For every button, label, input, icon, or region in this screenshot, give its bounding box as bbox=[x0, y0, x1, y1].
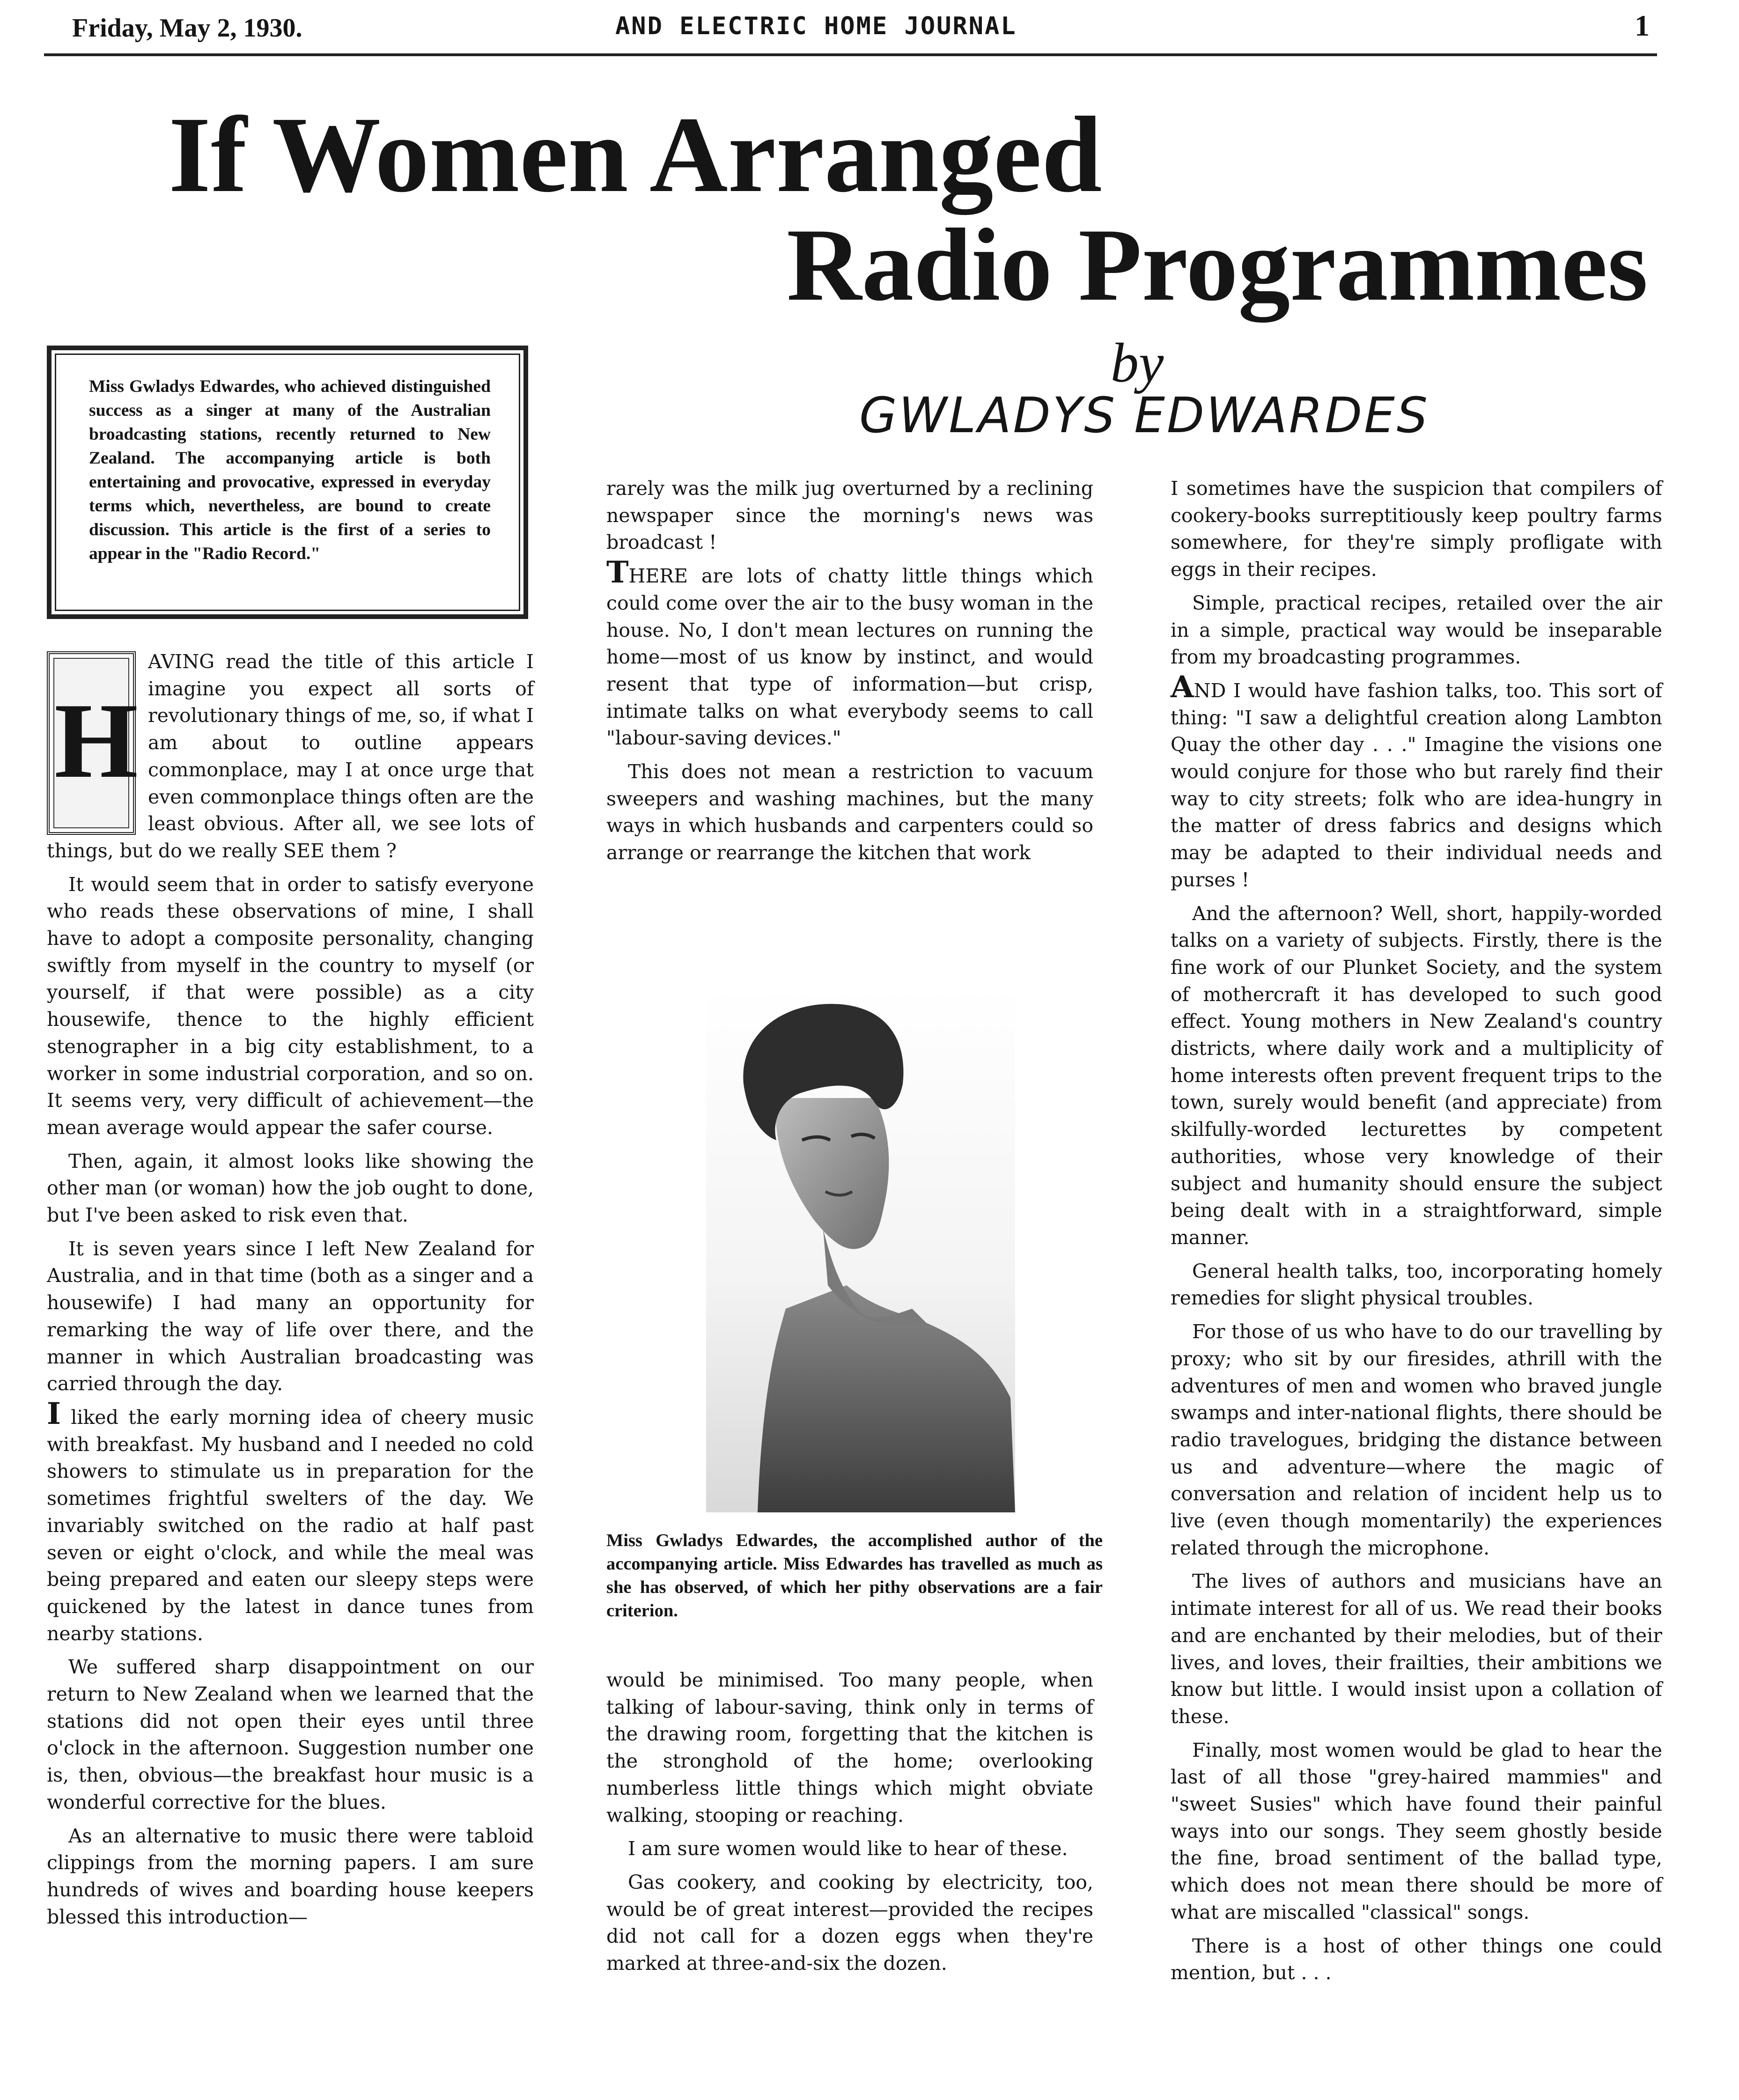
running-header bbox=[44, 8, 1657, 55]
column-2-top bbox=[606, 475, 1093, 873]
paragraph: It is seven years since I left New Zealand for Australia, and in that time (both as a singer and a housewife) I had many an opportunity for remarking the way of life over there, and the manner in which Australian broadcasting was carried through the day. bbox=[47, 1237, 534, 1395]
intro-box bbox=[47, 346, 528, 619]
paragraph: We suffered sharp disappointment on our return to New Zealand when we learned that the stations did not open their eyes until three o'clock in the afternoon. Suggestion number one is, then, obvious—the breakfast hour music is a wonderful corrective for the blues. bbox=[47, 1656, 534, 1813]
author-portrait-photo bbox=[706, 986, 1015, 1512]
paragraph: This does not mean a restriction to vacuum sweepers and washing machines, but the many ways in which husbands and carpenters could so arrange or rearrange the kitchen that work bbox=[606, 760, 1093, 864]
paragraph: Then, again, it almost looks like showing the other man (or woman) how the job ought to done, but I've been asked to risk even that. bbox=[47, 1149, 534, 1227]
paragraph: And the afternoon? Well, short, happily-worded talks on a variety of subjects. Firstly, there is the fine work of our Plunket Society, and the system of mothercraft it has developed to such good effect. Young mothers in New Zealand's country districts, where daily work and a multiplicity of home interests often prevent frequent trips to the town, surely would benefit (and appreciate) from skilfully-worded lecturettes by competent authorities, whose very knowledge of their subject and humanity should ensure the subject being dealt with in a straightforward, simple manner. bbox=[1171, 902, 1662, 1249]
initial-cap: I bbox=[47, 1396, 61, 1431]
paragraph: would be minimised. Too many people, when talking of labour-saving, think only in terms of the drawing room, forgetting that the kitchen is the stronghold of the home; overlooking numberless little things which might obviate walking, stooping or reaching. bbox=[606, 1669, 1093, 1827]
paragraph: For those of us who have to do our travelling by proxy; who sit by our firesides, athrill with the adventures of men and women who braved jungle swamps and inter-national flights, there should be radio travelogues, bridging the distance between us and adventure—where the magic of conversation and relation of incident help us to live (even though momentarily) the experiences related through the microphone. bbox=[1171, 1320, 1662, 1559]
decorative-initial bbox=[47, 651, 136, 835]
paragraph: AVING read the title of this article I imagine you expect all sorts of revolutionary things of me, so, if what I am about to outline appears commonplace, may I at once urge that even commonplace things often are the least obvious. After all, we see lots of things, but do we really SEE them ? bbox=[47, 650, 534, 862]
decorative-initial-letter: H bbox=[54, 681, 138, 800]
headline-line-1: If Women Arranged bbox=[169, 95, 1102, 215]
paragraph: It would seem that in order to satisfy everyone who reads these observations of mine, I shall have to adopt a composite personality, changing swiftly from myself in the country to myself (or yourself, if that were possible) as a city housewife, thence to the highly efficient stenographer in a big city establishment, to a worker in some industrial corporation, and so on. It seems very, very difficult of achievement—the mean average would appear the safer course. bbox=[47, 873, 534, 1139]
initial-cap: T bbox=[606, 555, 629, 590]
paragraph: General health talks, too, incorporating homely remedies for slight physical troubles. bbox=[1171, 1260, 1662, 1310]
headline-line-2: Radio Programmes bbox=[787, 207, 1648, 323]
page-number: 1 bbox=[1635, 9, 1650, 42]
issue-date: Friday, May 2, 1930. bbox=[72, 14, 302, 43]
paragraph: THERE are lots of chatty little things which could come over the air to the busy woman in the house. No, I don't mean lectures on running the home—most of us know by instinct, and would resent that type of information—but crisp, intimate talks on what everybody seems to call "labour-saving devices." bbox=[606, 555, 1093, 750]
paragraph: Finally, most women would be glad to hear the last of all those "grey-haired mammies" and "sweet Susies" which have found their painful ways into our songs. They seem ghostly beside the fine, broad sentiment of the ballad type, which does not mean there should be more of what are miscalled "classical" songs. bbox=[1171, 1739, 1662, 1923]
paragraph: rarely was the milk jug overturned by a reclining newspaper since the morning's news was broadcast ! bbox=[606, 477, 1093, 554]
paragraph: As an alternative to music there were tabloid clippings from the morning papers. I am sure hundreds of wives and boarding house keepers blessed this introduction— bbox=[47, 1824, 534, 1928]
paragraph: I am sure women would like to hear of these. bbox=[628, 1837, 1068, 1860]
header-rule bbox=[44, 53, 1657, 56]
photo-caption: Miss Gwladys Edwardes, the accomplished author of the accompanying article. Miss Edwardes has travelled as much as she has observed, of which her pithy observations are a fair criterion. bbox=[606, 1531, 1103, 1621]
intro-text: Miss Gwladys Edwardes, who achieved distinguished success as a singer at many of the Australian broadcasting stations, recently returned to New Zealand. The accompanying article is both entertaining and provocative, expressed in everyday terms which, nevertheless, are bound to create discussion. This article is the first of a series to appear in the "Radio Record." bbox=[89, 377, 491, 563]
paragraph: There is a host of other things one could mention, but . . . bbox=[1171, 1934, 1662, 1984]
paragraph: Simple, practical recipes, retailed over the air in a simple, practical way would be inseparable from my broadcasting programmes. bbox=[1171, 591, 1662, 669]
paragraph: I liked the early morning idea of cheery music with breakfast. My husband and I needed no cold showers to stimulate us in preparation for the sometimes frightful swelters of the day. We invariably switched on the radio at half past seven or eight o'clock, and while the meal was being prepared and eaten our sleepy steps were quickened by the latest in dance tunes from nearby stations. bbox=[47, 1396, 534, 1645]
paragraph: Gas cookery, and cooking by electricity, too, would be of great interest—provided the recipes did not call for a dozen eggs when they're marked at three-and-six the dozen. bbox=[606, 1871, 1093, 1975]
initial-cap: A bbox=[1171, 669, 1194, 705]
column-3 bbox=[1171, 475, 1662, 1993]
column-2-bottom bbox=[606, 1667, 1093, 1984]
author-name: GWLADYS EDWARDES bbox=[859, 387, 1430, 444]
paragraph: AND I would have fashion talks, too. This sort of thing: "I saw a delightful creation along Lambton Quay the other day . . ." Imagine the visions one would conjure for those who but rarely find their way to city streets; folk who are idea-hungry in the matter of dress fabrics and designs which may be adapted to their individual needs and purses ! bbox=[1171, 669, 1662, 891]
byline-by: by bbox=[1111, 332, 1164, 394]
publication-name: AND ELECTRIC HOME JOURNAL bbox=[615, 12, 1017, 40]
paragraph: The lives of authors and musicians have an intimate interest for all of us. We read their books and are enchanted by their melodies, but of their lives, and loves, their frailties, their ambitions we know but little. I would insist upon a collation of these. bbox=[1171, 1570, 1662, 1728]
column-1 bbox=[47, 648, 534, 1937]
paragraph: I sometimes have the suspicion that compilers of cookery-books surreptitiously keep poultry farms somewhere, for they're simply profligate with eggs in their recipes. bbox=[1171, 477, 1662, 581]
